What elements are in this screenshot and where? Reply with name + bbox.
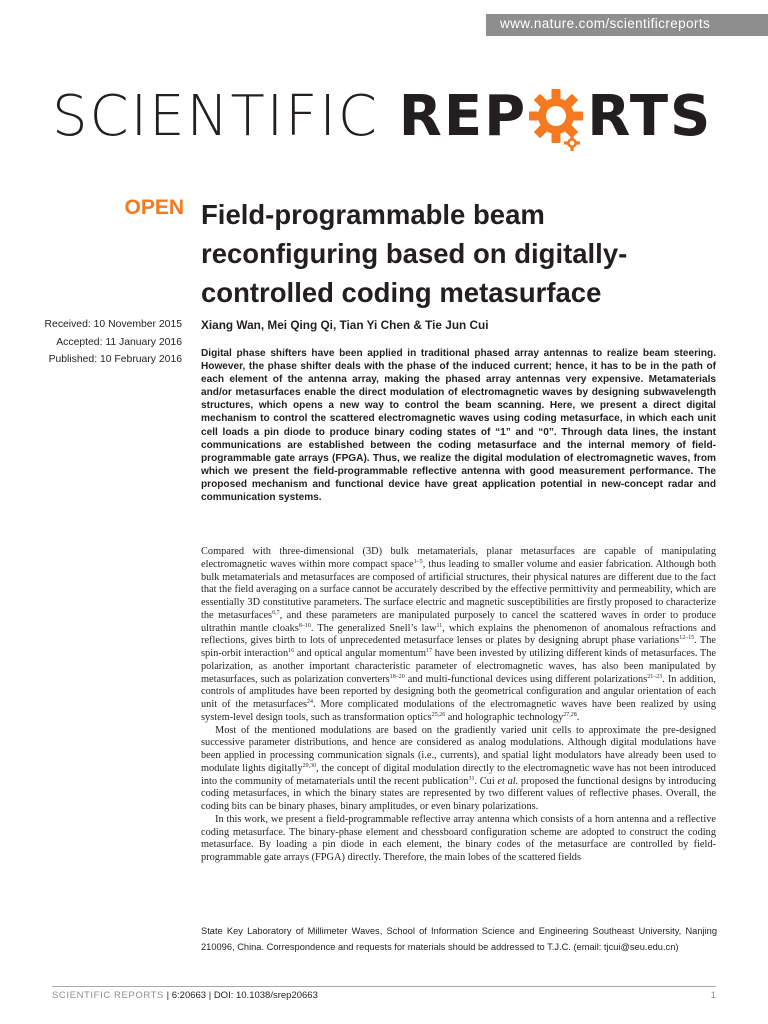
masthead-rts: RTS [587,84,713,149]
citation-ref[interactable]: 31 [468,775,475,782]
gear-logo-icon [527,82,587,152]
citation-ref[interactable]: 6,7 [272,609,280,616]
citation-ref[interactable]: 24 [307,699,313,705]
abstract: Digital phase shifters have been applied in traditional phased array antennas to realize beam steering. However, the phase shifter deals with the phase of the induced current; hence, it has to be in the path of each element of the antenna array, making the phased array antennas very expensive. Metamaterials and/or metasurfaces enable the direct modulation of electromagnetic waves by designing subwavelength structures, which opens a new way to control the beam scanning. Here, we present a direct digital mechanism to control the scattered electromagnetic waves using coding metasurface, in which each unit cell loads a pin diode to produce binary coding states of “1” and “0”. Through data lines, the instant communications are established between the coding metasurface and the internal memory of field-programmable gate arrays (FPGA). Thus, we realize the digital modulation of electromagnetic waves, from which we present the field-programmable reflective antenna with good measurement performance. The proposed mechanism and functional device have great application potential in new-concept radar and communication systems. [201,348,716,504]
citation-ref[interactable]: 25,26 [431,711,446,718]
citation-ref[interactable]: 27,28 [563,711,577,718]
footer-journal: SCIENTIFIC REPORTS [52,990,164,1001]
footer-divider [52,986,716,987]
article-dates [20,316,182,369]
citation-ref[interactable]: 18–20 [389,673,405,680]
body-paragraph: In this work, we present a field-programmable reflective array antenna which consists of a horn antenna and a reflective coding metasurface. The binary-phase element and chessboard configuration scheme are adopted to construct the coding metasurface. By loading a pin diode in each element, the binary codes of the metasurface are controlled by field-programmable gate arrays (FPGA) directly. Therefore, the main lobes of the scattered fields [201,813,716,863]
citation-ref[interactable]: 16 [288,648,295,654]
published-date: Published: 10 February 2016 [48,354,182,365]
body-paragraph: Most of the mentioned modulations are based on the gradiently varied unit cells to approximate the pre-designed successive parameter distributions, and hence are considered as analog modulations. Although digital modulations have been applied in processing communication signals (i.e., currents), and spatial light modulators have already been used to modulate lights digitally$^{29,30}$, the concept of digital modulation directly to the electromagnetic wave has not been introduced into the community of metamaterials until the recent publication$^{31}$. Cui et al. proposed the functional designs by introducing coding metasurfaces, in which the binary states are represented by two different values of reflective phases. Overall, the coding bits can be binary phases, binary amplitudes, or even binary polarizations. [201,724,716,812]
citation-ref[interactable]: 21–23 [647,673,663,680]
article-body [201,546,716,865]
author-list: Xiang Wan, Mei Qing Qi, Tian Yi Chen & Tie Jun Cui [201,318,489,332]
journal-masthead [52,82,712,152]
citation-ref[interactable]: 12–15 [679,635,695,642]
received-date: Received: 10 November 2015 [44,319,182,330]
page-footer: SCIENTIFIC REPORTS | 6:20663 | DOI: 10.1038/srep20663 [52,990,318,1001]
journal-url[interactable]: www.nature.com/scientificreports [500,16,711,31]
footer-citation: 6:20663 | DOI: 10.1038/srep20663 [171,990,318,1001]
affiliation-note: State Key Laboratory of Millimeter Waves, School of Information Science and Engineering Southeast University, Nanjing 210096, China. Correspondence and requests for materials should be addressed to T.J.C. (email: tjcui@seu.edu.cn) [201,926,717,952]
accepted-date: Accepted: 11 January 2016 [56,336,182,348]
masthead-rep: REP [398,84,528,149]
citation-ref[interactable]: 8–10 [298,622,311,629]
page-number: 1 [710,990,716,1001]
open-access-badge: OPEN [124,196,184,219]
body-paragraph: Compared with three-dimensional (3D) bulk metamaterials, planar metasurfaces are capable of manipulating electromagnetic waves within more compact space$^{1-5}$, thus leading to smaller volume and easier fabrication. Although both bulk metamaterials and metasurfaces are composed of artificial structures, their physical natures are different due to the fact that the field averaging on a surface cannot be accurately described by the effective permittivity and permeability, which are essentially 3D constitutive parameters. The surface electric and magnetic susceptibilities are firstly proposed to characterize the metasurfaces$^{6,7}$, and these parameters are manipulated purposely to cancel the scattered waves in order to produce ultrathin mantle cloaks$^{8-10}$. The generalized Snell’s law$^{11}$, which explains the phenomenon of anomalous refractions and reflections, gives birth to lots of unprecedented metasurface lenses or plates by designing abrupt phase variations$^{12-15}$. The spin-orbit interaction$^{16}$ and optical angular momentum$^{17}$ have been invested by utilizing different kinds of metasurfaces. The polarization, as another important characteristic parameter of electromagnetic waves, has also been manipulated by metasurfaces, such as polarization converters$^{18-20}$ and multi-functional devices using different polarizations$^{21-23}$. In addition, controls of amplitudes have been reported by designing both the geometrical configuration and angular orientation of each unit of the metasurfaces$^{24}$. More complicated modulations of the electromagnetic waves have been realized by using system-level design tools, such as transformation optics$^{25,26}$ and holographic technology$^{27,28}$. [201,546,717,723]
citation-ref[interactable]: 1–5 [413,558,423,565]
article-title: Field-programmable beam reconfiguring based on digitally-controlled coding metasurface [201,199,628,308]
masthead-scientific: SCIENTIFIC [52,84,399,149]
url-bar [486,14,768,36]
citation-ref[interactable]: 11 [436,622,443,629]
citation-ref[interactable]: 29,30 [302,762,317,769]
citation-ref[interactable]: 17 [426,648,433,654]
